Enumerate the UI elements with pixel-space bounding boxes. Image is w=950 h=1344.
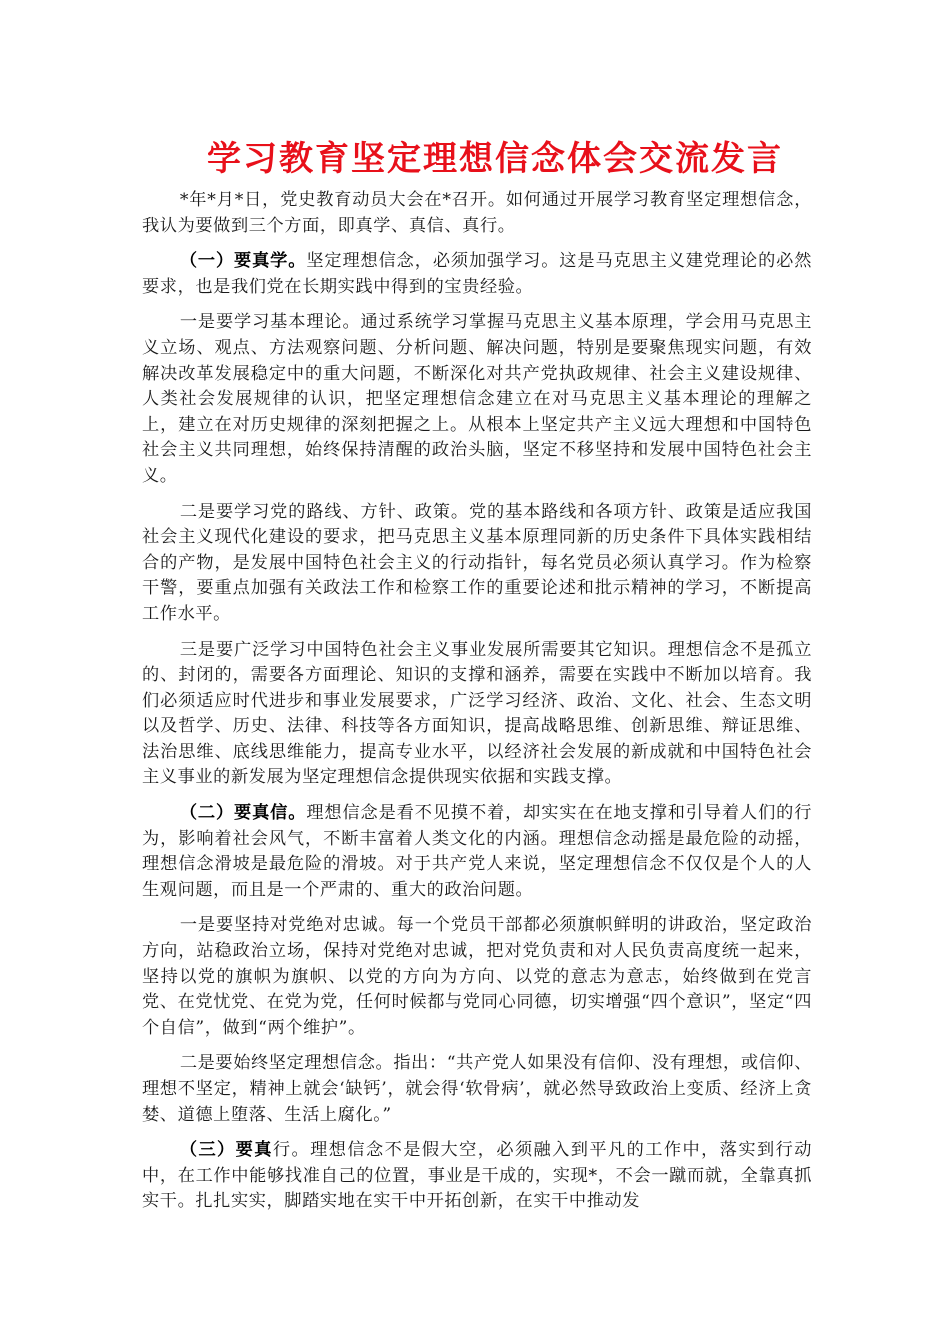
paragraph-point [142, 310, 812, 489]
paragraph-point [142, 638, 812, 792]
paragraph-section-1 [142, 249, 812, 300]
paragraph-intro [142, 188, 812, 239]
paragraph-text: 一是要坚持对党绝对忠诚。每一个党员干部都必须旗帜鲜明的讲政治，坚定政治方向，站稳政治立场，保持对党绝对忠诚，把对党负责和对人民负责高度统一起来，坚持以党的旗帜为旗帜、以党的方向为方向、以党的意志为意志，始终做到在党言党、在党忧党、在党为党，任何时候都与党同心同德，切实增强“四个意识”，坚定“四个自信”，做到“两个维护”。 [142, 915, 812, 1038]
paragraph-text: 三是要广泛学习中国特色社会主义事业发展所需要其它知识。理想信念不是孤立的、封闭的，需要各方面理论、知识的支撑和涵养，需要在实践中不断加以培育。我们必须适应时代进步和事业发展要求，广泛学习经济、政治、文化、社会、生态文明以及哲学、历史、法律、科技等各方面知识，提高战略思维、创新思维、辩证思维、法治思维、底线思维能力，提高专业水平，以经济社会发展的新成就和中国特色社会主义事业的新发展为坚定理想信念提供现实依据和实践支撑。 [142, 639, 812, 788]
section-heading: （三）要真 [179, 1140, 273, 1161]
section-heading: （一）要真学。 [179, 251, 307, 272]
paragraph-point [142, 500, 812, 628]
paragraph-text: 二是要始终坚定理想信念。指出：“共产党人如果没有信仰、没有理想，或信仰、理想不坚定，精神上就会‘缺钙’，就会得‘软骨病’，就必然导致政治上变质、经济上贪婪、道德上堕落、生活上腐化。” [142, 1053, 812, 1125]
paragraph-section-3 [142, 1138, 812, 1215]
paragraph-text: 坚定理想信念，必须加强学习。这是马克思主义建党理论的必然要求，也是我们党在长期实践中得到的宝贵经验。 [142, 251, 812, 297]
paragraph-text: 理想信念是看不见摸不着，却实实在在地支撑和引导着人们的行为，影响着社会风气，不断丰富着人类文化的内涵。理想信念动摇是最危险的动摇，理想信念滑坡是最危险的滑坡。对于共产党人来说，坚定理想信念不仅仅是个人的人生观问题，而且是一个严肃的、重大的政治问题。 [142, 803, 812, 900]
document-body [142, 188, 812, 1225]
section-heading: （二）要真信。 [179, 803, 307, 824]
paragraph-text: *年*月*日，党史教育动员大会在*召开。如何通过开展学习教育坚定理想信念，我认为要做到三个方面，即真学、真信、真行。 [142, 190, 812, 236]
paragraph-section-2 [142, 801, 812, 903]
paragraph-point [142, 1051, 812, 1128]
document-title: 学习教育坚定理想信念体会交流发言 [207, 139, 783, 179]
paragraph-text: 二是要学习党的路线、方针、政策。党的基本路线和各项方针、政策是适应我国社会主义现代化建设的要求，把马克思主义基本原理同新的历史条件下具体实践相结合的产物，是发展中国特色社会主义的行动指针，每名党员必须认真学习。作为检察干警，要重点加强有关政法工作和检察工作的重要论述和批示精神的学习，不断提高工作水平。 [142, 501, 812, 624]
paragraph-text: 行。理想信念不是假大空，必须融入到平凡的工作中，落实到行动中，在工作中能够找准自己的位置，事业是干成的，实现*，不会一蹴而就，全靠真抓实干。扎扎实实，脚踏实地在实干中开拓创新，在实干中推动发 [142, 1140, 812, 1212]
paragraph-point [142, 913, 812, 1041]
paragraph-text: 一是要学习基本理论。通过系统学习掌握马克思主义基本原理，学会用马克思主义立场、观点、方法观察问题、分析问题、解决问题，特别是要聚焦现实问题，有效解决改革发展稳定中的重大问题，不断深化对共产党执政规律、社会主义建设规律、人类社会发展规律的认识，把坚定理想信念建立在对马克思主义基本理论的理解之上，建立在对历史规律的深刻把握之上。从根本上坚定共产主义远大理想和中国特色社会主义共同理想，始终保持清醒的政治头脑，坚定不移坚持和发展中国特色社会主义。 [142, 312, 812, 486]
